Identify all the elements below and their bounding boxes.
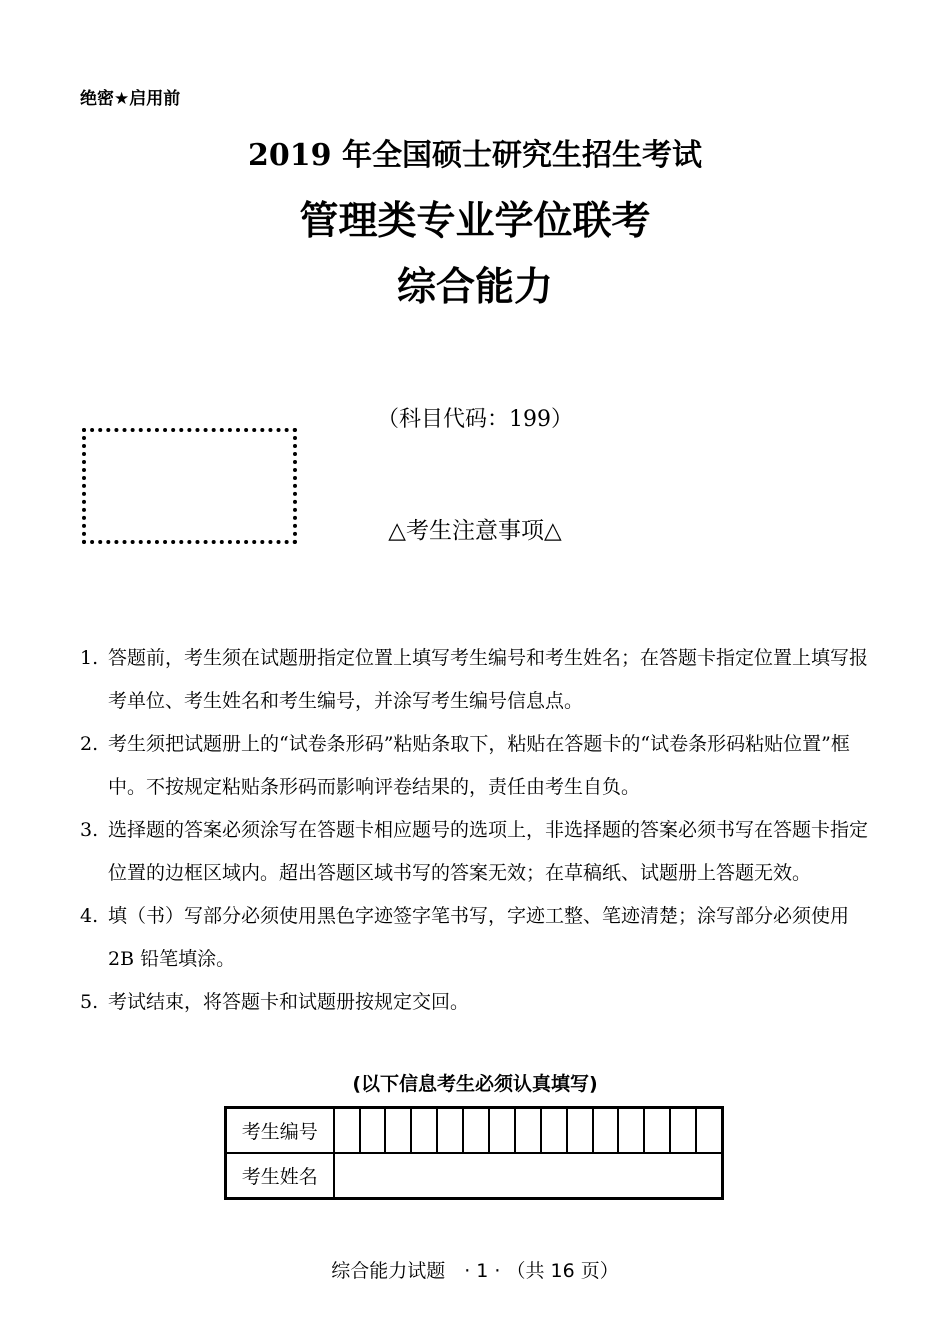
notice-item-number: 2. [80,733,99,755]
notice-item-text: 答题前，考生须在试题册指定位置上填写考生编号和考生姓名；在答题卡指定位置上填写报考单位、考生姓名和考生编号，并涂写考生编号信息点。 [108,647,869,712]
exam-number-digit-box[interactable] [541,1108,567,1154]
exam-title: 2019 年全国硕士研究生招生考试 [248,138,702,173]
notice-list [80,637,880,1024]
confidential-label: 绝密★启用前 [80,89,181,109]
notice-item-text: 填（书）写部分必须使用黑色字迹签字笔书写，字迹工整、笔迹清楚；涂写部分必须使用 2B 铅笔填涂。 [108,905,850,970]
notice-item-text: 选择题的答案必须涂写在答题卡相应题号的选项上，非选择题的答案必须书写在答题卡指定位置的边框区域内。超出答题区域书写的答案无效；在草稿纸、试题册上答题无效。 [108,819,869,884]
page-footer: 综合能力试题 · 1 · （共 16 页） [331,1260,619,1282]
name-row [226,1153,723,1199]
fill-in-note: (以下信息考生必须认真填写) [352,1073,598,1095]
subject-code: （科目代码：199） [377,407,573,432]
notice-item [80,723,880,809]
candidate-info-table [224,1106,724,1200]
exam-number-digit-box[interactable] [385,1108,411,1154]
exam-number-digit-box[interactable] [670,1108,696,1154]
notice-item [80,637,880,723]
exam-number-digit-box[interactable] [334,1108,360,1154]
exam-number-digit-box[interactable] [593,1108,619,1154]
exam-category-title: 管理类专业学位联考 [299,199,651,244]
exam-number-digit-box[interactable] [618,1108,644,1154]
notice-item-number: 5. [80,991,99,1013]
exam-number-digit-box[interactable] [644,1108,670,1154]
exam-number-digit-box[interactable] [463,1108,489,1154]
exam-number-digit-box[interactable] [437,1108,463,1154]
notice-item-text: 考生须把试题册上的“试卷条形码”粘贴条取下，粘贴在答题卡的“试卷条形码粘贴位置”框中。不按规定粘贴条形码而影响评卷结果的，责任由考生自负。 [108,733,850,798]
name-label: 考生姓名 [226,1153,334,1199]
notice-item-number: 3. [80,819,99,841]
notice-item-text: 考试结束，将答题卡和试题册按规定交回。 [108,991,470,1013]
exam-number-digit-box[interactable] [567,1108,593,1154]
exam-number-digit-box[interactable] [515,1108,541,1154]
subject-title: 综合能力 [396,265,553,310]
exam-number-digit-box[interactable] [411,1108,437,1154]
notice-item-number: 1. [80,647,99,669]
exam-number-label: 考生编号 [226,1108,334,1154]
exam-number-digit-box[interactable] [489,1108,515,1154]
notice-item-number: 4. [80,905,99,927]
notice-item [80,981,880,1024]
exam-number-digit-box[interactable] [360,1108,386,1154]
exam-number-digit-box[interactable] [696,1108,722,1154]
exam-number-row [226,1108,723,1154]
notice-heading: △考生注意事项△ [388,518,562,544]
notice-item [80,809,880,895]
notice-item [80,895,880,981]
name-field[interactable] [334,1153,723,1199]
